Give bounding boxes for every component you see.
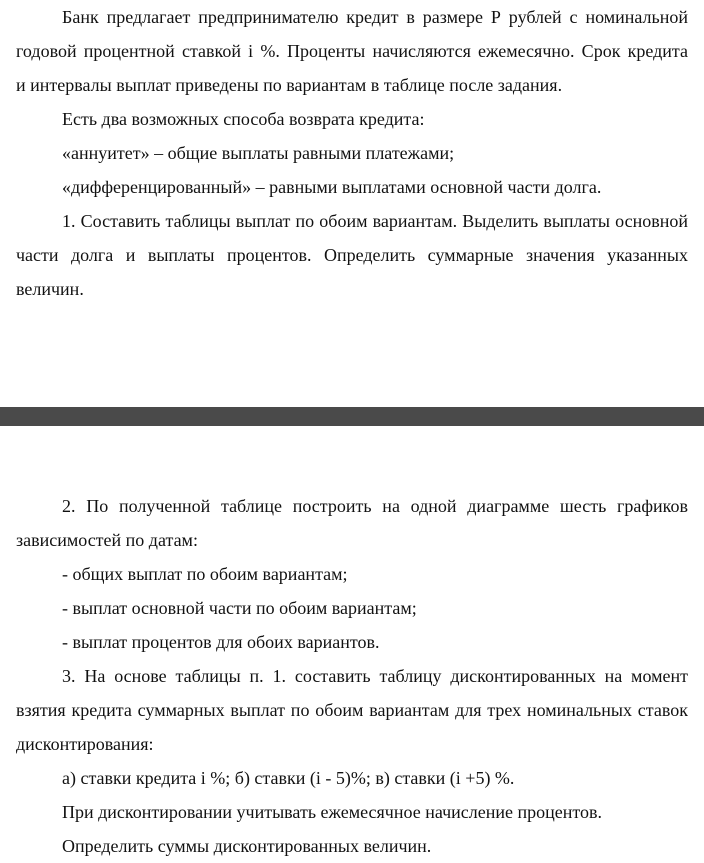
page-bottom — [0, 489, 704, 863]
paragraph-line: «дифференцированный» – равными выплатами основной части долга. — [62, 177, 602, 197]
task-1-line: 1. Составить таблицы выплат по обоим вариантам. Выделить выплаты основной — [62, 211, 688, 231]
task-1-line: части долга и выплаты процентов. Определить суммарные значения указанных — [16, 245, 688, 265]
page-top — [0, 0, 704, 306]
task-3-line: 3. На основе таблицы п. 1. составить таблицу дисконтированных на момент — [62, 666, 688, 686]
task-1-line: величин. — [16, 279, 84, 299]
task-2-line: 2. По полученной таблице построить на одной диаграмме шесть графиков — [62, 496, 688, 516]
paragraph-line: Банк предлагает предпринимателю кредит в размере Р рублей с номинальной — [62, 7, 688, 27]
list-item: - общих выплат по обоим вариантам; — [62, 564, 348, 584]
task-3-line: а) ставки кредита i %; б) ставки (i - 5)%; в) ставки (i +5) %. — [62, 768, 515, 788]
paragraph-line: Есть два возможных способа возврата кредита: — [62, 109, 425, 129]
list-item: - выплат основной части по обоим вариантам; — [62, 598, 417, 618]
list-item: - выплат процентов для обоих вариантов. — [62, 632, 380, 652]
page-break-divider — [0, 407, 704, 426]
task-3-line: взятия кредита суммарных выплат по обоим вариантам для трех номинальных ставок — [16, 700, 688, 720]
task-3-line: дисконтирования: — [16, 734, 154, 754]
task-3-line: Определить суммы дисконтированных величин. — [62, 836, 432, 856]
paragraph-line: и интервалы выплат приведены по вариантам в таблице после задания. — [16, 75, 563, 95]
task-3-line: При дисконтировании учитывать ежемесячное начисление процентов. — [62, 802, 603, 822]
paragraph-line: годовой процентной ставкой i %. Проценты начисляются ежемесячно. Срок кредита — [16, 41, 688, 61]
task-2-line: зависимостей по датам: — [16, 530, 198, 550]
paragraph-line: «аннуитет» – общие выплаты равными платежами; — [62, 143, 455, 163]
